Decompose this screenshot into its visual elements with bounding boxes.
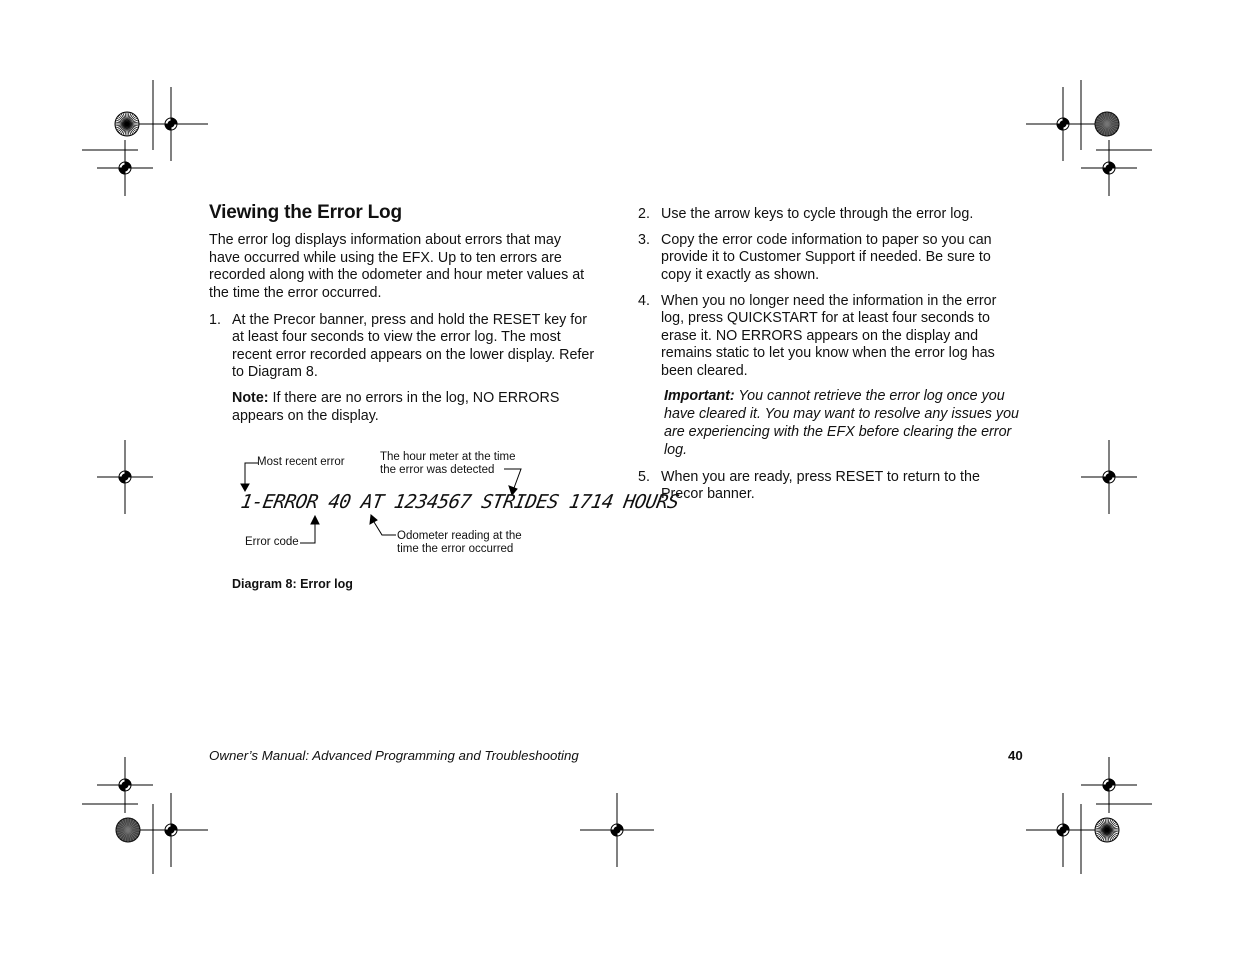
label-odometer: Odometer reading at the time the error occurred: [397, 530, 522, 555]
step-text: When you no longer need the information in the error log, press QUICKSTART for at least four seconds to erase it. NO ERRORS appears on the display and remains static to let you know when the error log has been cleared.: [661, 293, 997, 379]
step-text: At the Precor banner, press and hold the RESET key for at least four seconds to view the error log. The most recent error recorded appears on the lower display. Refer to Diagram 8.: [232, 312, 595, 381]
note-paragraph: [232, 390, 592, 425]
step-number: 3.: [638, 232, 650, 248]
intro-paragraph: The error log displays information about errors that may have occurred while using the EFX. Up to ten errors are recorded along with the odometer and hour meter values at the time the error occurred.: [209, 232, 585, 301]
step-number: 1.: [209, 312, 221, 328]
step-text: Copy the error code information to paper so you can provide it to Customer Support if needed. Be sure to copy it exactly as shown.: [661, 232, 992, 283]
diagram-caption: Diagram 8: Error log: [232, 577, 353, 591]
step-text: When you are ready, press RESET to return to the Precor banner.: [661, 469, 980, 503]
note-label: Note:: [232, 390, 269, 406]
label-most-recent-error: Most recent error: [257, 456, 345, 468]
section-heading: Viewing the Error Log: [209, 202, 402, 223]
step-number: 5.: [638, 469, 650, 485]
step-number: 2.: [638, 206, 650, 222]
footer-manual-title: Owner’s Manual: Advanced Programming and Troubleshooting: [209, 748, 579, 763]
step-number: 4.: [638, 293, 650, 309]
label-error-code: Error code: [245, 536, 299, 548]
page-number: 40: [1008, 748, 1023, 763]
step-text: Use the arrow keys to cycle through the error log.: [661, 206, 974, 222]
important-note: [664, 387, 1024, 459]
important-label: Important:: [664, 388, 735, 404]
note-text: If there are no errors in the log, NO ERRORS appears on the display.: [232, 390, 560, 424]
important-text: You cannot retrieve the error log once you have cleared it. You may want to resolve any issues you are experiencing with the EFX before clearing the error log.: [664, 388, 1019, 458]
label-hour-meter: The hour meter at the time the error was detected: [380, 451, 516, 476]
error-log-display: 1-ERROR 40 AT 1234567 STRIDES 1714 HOURS: [239, 491, 681, 513]
